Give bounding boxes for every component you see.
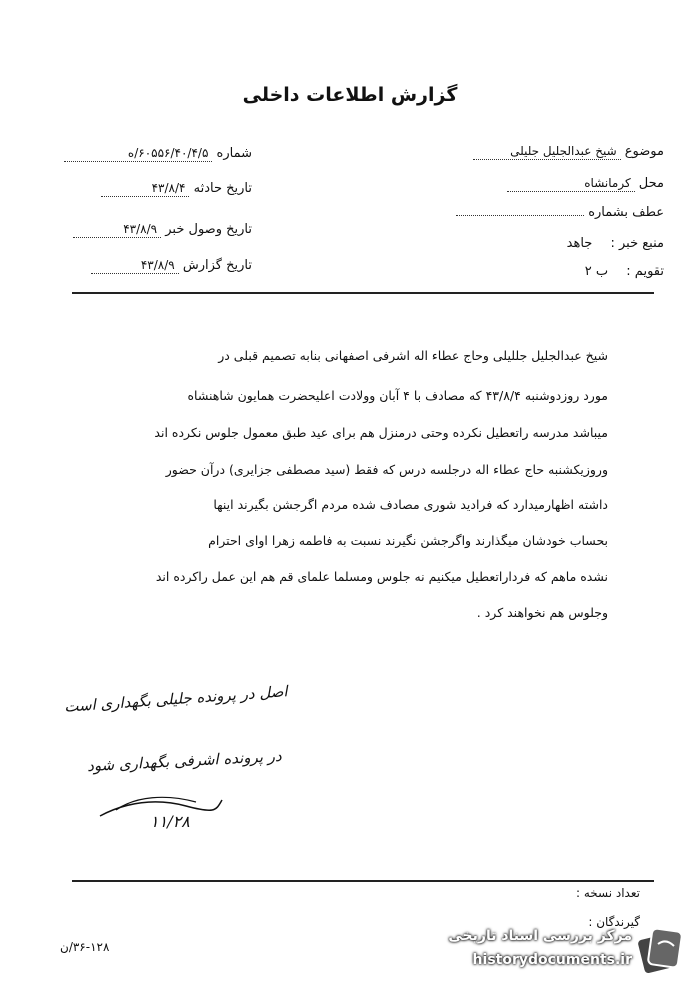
body-line-5: داشته اظهارمیدارد که فرادید شوری مصادف شده مردم اگرجشن بگیرند اینها (213, 497, 608, 512)
body-line-7: نشده ماهم که فرداراتعطیل میکنیم نه جلوس ومسلما علمای قم هم این عمل راکرده اند (155, 569, 608, 584)
body-line-3: میباشد مدرسه راتعطیل نکرده وحتی درمنزل هم برای عید طبق معمول جلوس نکرده اند (154, 425, 608, 440)
subject-value: شیخ عبدالجلیل جلیلی (473, 144, 621, 160)
watermark-logo (430, 922, 692, 978)
watermark-name: مرکز بررسی اسناد تاریخی (448, 928, 632, 944)
received-date-label: تاریخ وصول خبر (165, 222, 252, 237)
calendar-label: تقویم : (626, 264, 664, 279)
number-value: ۶۰۵۵۶/۴۰/۴/۵/ه (64, 146, 212, 162)
document-title: گزارش اطلاعات داخلی (242, 84, 458, 106)
watermark-url: historydocuments.ir (472, 952, 632, 968)
location-value: کرمانشاه (507, 176, 635, 192)
copies-label: تعداد نسخه : (575, 886, 640, 900)
source-label: منبع خبر : (610, 236, 664, 251)
reference-value (456, 214, 584, 216)
report-date-field (91, 258, 252, 274)
source-field (567, 236, 664, 251)
number-label: شماره (216, 146, 252, 161)
handwritten-note-line-2: در پرونده اشرفی بگهداری شود (86, 746, 283, 776)
document-code: ۳۶-۱۲۸/ن (60, 940, 110, 954)
body-line-1: شیخ عبدالجلیل جللیلی وحاج عطاء اله اشرفی اصفهانی بنابه تصمیم قبلی در (218, 348, 608, 363)
report-date-value: ۴۳/۸/۹ (91, 258, 179, 274)
number-field (64, 146, 252, 162)
report-date-label: تاریخ گزارش (182, 258, 252, 273)
document-stack-icon (636, 924, 688, 976)
footer-divider (72, 880, 654, 882)
received-date-value: ۴۳/۸/۹ (73, 222, 161, 238)
location-label: محل (638, 176, 664, 191)
incident-date-field (101, 181, 252, 197)
calendar-value: ب ۲ (584, 264, 609, 279)
handwritten-date: ۱۱/۲۸ (150, 812, 190, 831)
body-line-2: مورد روزدوشنبه ۴۳/۸/۴ که مصادف با ۴ آبان وولادت اعلیحضرت همایون شاهنشاه (187, 388, 608, 403)
reference-field (456, 205, 664, 220)
received-date-field (73, 222, 252, 238)
subject-field (473, 144, 664, 160)
incident-date-value: ۴۳/۸/۴ (101, 181, 189, 197)
body-line-4: وروزیکشنبه حاج عطاء اله درجلسه درس که فقط (سید مصطفی جزایری) درآن حضور (165, 462, 608, 477)
location-field (507, 176, 664, 192)
reference-label: عطف بشماره (588, 205, 664, 220)
recipients-label: گیرندگان : (588, 915, 640, 929)
subject-label: موضوع (624, 144, 664, 159)
calendar-field (585, 264, 664, 279)
body-line-6: بحساب خودشان میگذارند واگرجشن نگیرند نسبت به فاطمه زهرا اوای احترام (208, 533, 608, 548)
handwritten-note-line-1: اصل در پرونده جلیلی بگهداری است (63, 682, 289, 716)
body-line-8: وجلوس هم نخواهند کرد . (476, 605, 608, 620)
source-value: جاهد (566, 236, 593, 251)
incident-date-label: تاریخ حادثه (193, 181, 252, 196)
header-divider (72, 292, 654, 294)
